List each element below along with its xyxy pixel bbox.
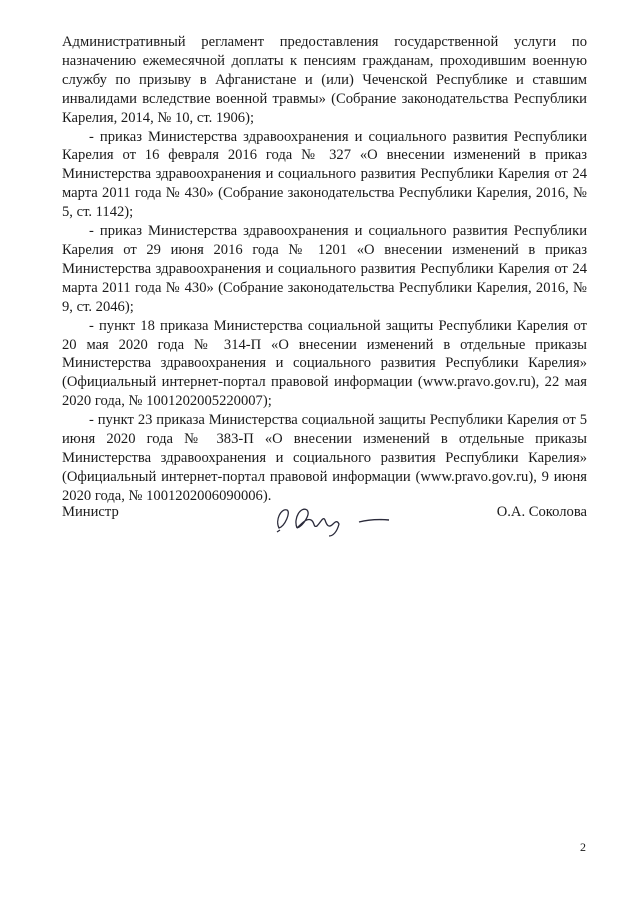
paragraph-order-327: - приказ Министерства здравоохранения и социального развития Республики Карелия от 16 февраля 2016 года № 327 «О внесении изменений в приказ Министерства здравоохранения и социального развития Республики Карелия от 24 марта 2011 года № 430» (Собрание законодательства Республики Карелия, 2016, № 5, ст. 1142); xyxy=(62,128,587,221)
signature-block xyxy=(62,498,587,538)
signatory-title: Министр xyxy=(62,504,119,520)
paragraph-regulation-continuation: Административный регламент предоставления государственной услуги по назначению ежемесячной доплаты к пенсиям гражданам, проходившим военную службу по призыву в Афганистане и (или) Чеченской Республике и ставшим инвалидами вследствие военной травмы» (Собрание законодательства Республики Карелия, 2014, № 10, ст. 1906); xyxy=(62,34,587,126)
document-body xyxy=(62,33,587,506)
paragraph-order-314-p: - пункт 18 приказа Министерства социальной защиты Республики Карелия от 20 мая 2020 года № 314-П «О внесении изменений в отдельные приказы Министерства здравоохранения и социального развития Республики Карелия» (Официальный интернет-портал правовой информации (www.pravo.gov.ru), 22 мая 2020 года, № 1001202005220007); xyxy=(62,317,587,410)
handwritten-signature xyxy=(267,498,397,538)
paragraph-order-383-p: - пункт 23 приказа Министерства социальной защиты Республики Карелия от 5 июня 2020 года № 383-П «О внесении изменений в отдельные приказы Министерства здравоохранения и социального развития Республики Карелия» (Официальный интернет-портал правовой информации (www.pravo.gov.ru), 9 июня 2020 года, № 1001202006090006). xyxy=(62,412,587,504)
page-number: 2 xyxy=(580,840,586,854)
paragraph-order-1201: - приказ Министерства здравоохранения и социального развития Республики Карелия от 29 июня 2016 года № 1201 «О внесении изменений в приказ Министерства здравоохранения и социального развития Республики Карелия от 24 марта 2011 года № 430» (Собрание законодательства Республики Карелия, 2016, № 9, ст. 2046); xyxy=(62,223,587,315)
signatory-name: О.А. Соколова xyxy=(496,504,587,520)
